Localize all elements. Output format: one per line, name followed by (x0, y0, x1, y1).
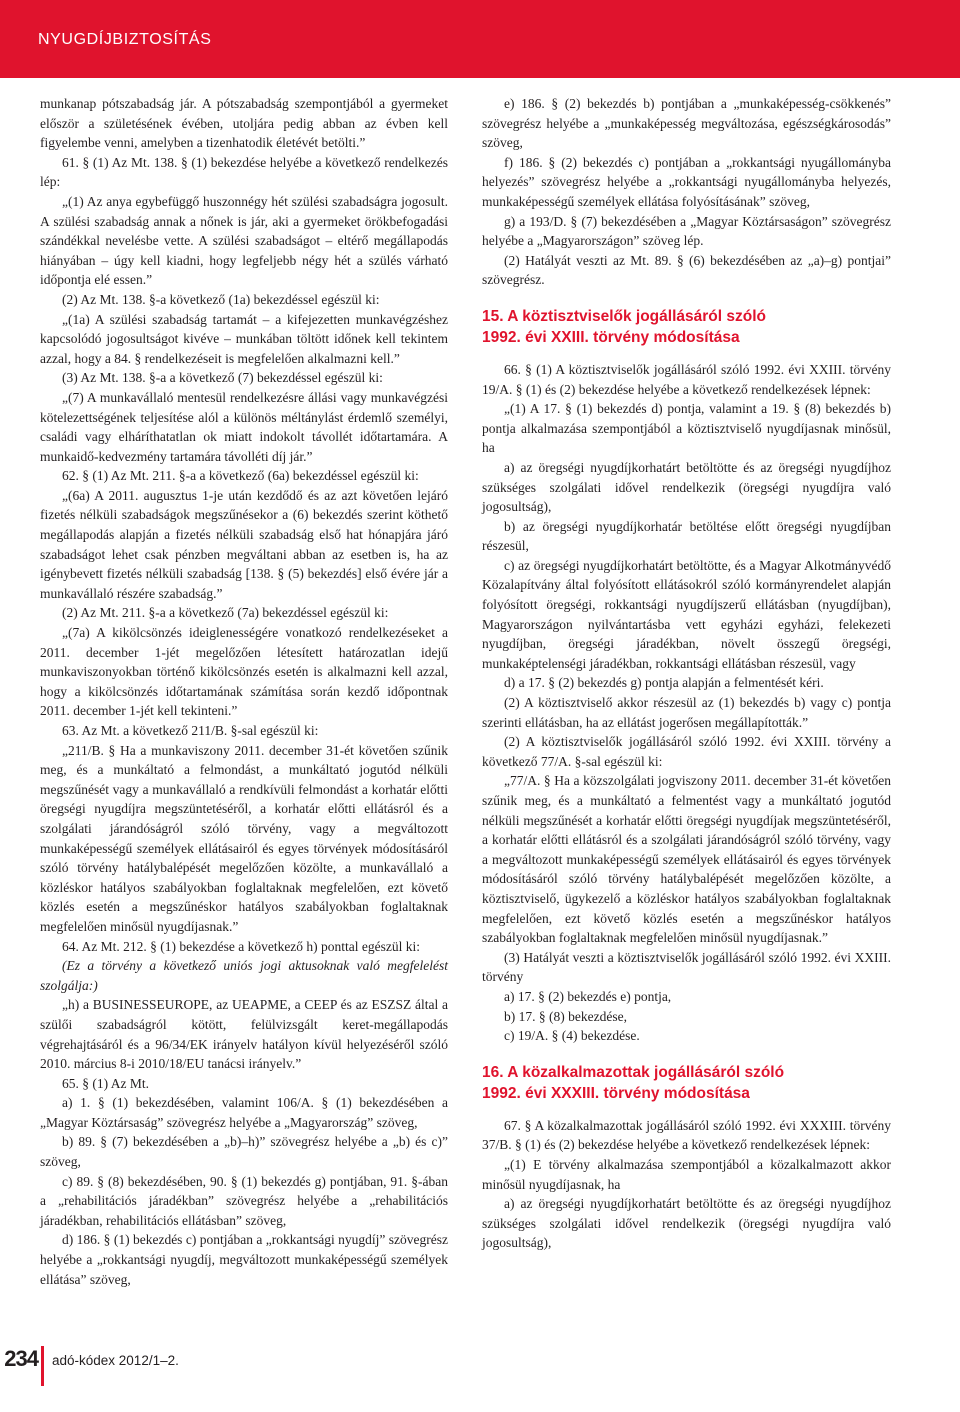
section-title-line: 15. A köztisztviselők jogállásáról szóló (482, 307, 766, 325)
paragraph: (2) Az Mt. 138. §-a következő (1a) bekezdéssel egészül ki: (62, 291, 380, 307)
paragraph: c) 19/A. § (4) bekezdése. (504, 1028, 640, 1044)
right-column (482, 94, 891, 1253)
paragraph: „(1) A 17. § (1) bekezdés d) pontja, valamint a 19. § (8) bekezdés b) pontja alkalmazása szempontjából a köztisztviselő nyugdíjasnak minősül, ha (482, 401, 891, 456)
footer-divider (41, 1346, 44, 1386)
paragraph: f) 186. § (2) bekezdés c) pontjában a „rokkantsági nyugállományba helyezés” szövegrész helyébe a „rokkantsági nyugállományba helyezés, munkaképességű személyek ellátása folyósításának” szöveg, (482, 154, 891, 209)
paragraph: c) 89. § (8) bekezdésében, 90. § (1) bekezdés g) pontjában, 91. §-ában a „rehabilitációs járadékban” szövegrész helyébe a „rehabilitációs járadékban, rehabilitációs ellátásban” szöveg, (40, 1173, 448, 1228)
section-title-line: 1992. évi XXIII. törvény módosítása (482, 328, 740, 346)
paragraph: (2) Az Mt. 211. §-a a következő (7a) bekezdéssel egészül ki: (62, 605, 389, 621)
paragraph: (2) A köztisztviselő akkor részesül az (1) bekezdés b) vagy c) pontja szerinti ellátásban, ha az ellátást jogerősen megállapították.” (482, 695, 891, 730)
header-title: NYUGDÍJBIZTOSÍTÁS (38, 31, 212, 48)
header-bar (0, 0, 960, 78)
paragraph: „211/B. § Ha a munkaviszony 2011. december 31-ét követően szűnik meg, és a munkáltató a felmondást, a munkáltató jogutód nélküli megszűnését vagy a munkavállaló a rendkívüli felmondást a korhatár előtti öregségi nyugdíjra megszüntetéséről, a korhatár előtti ellátásról és a szolgálati járandóságról szóló törvény, vagy a megváltozott munkaképességű személyek ellátásairól és egyes törvények módosításáról szóló törvény hatálybalépését megelőzően közölte, a munkavállaló a közléskor hatályos szabályokban foglaltaknak megfelelően, ezt követő közlés esetén a megszűnéskor hatályos szabályokban foglaltaknak megfelelően minősül nyugdíjasnak.” (40, 742, 448, 934)
footer-source: adó-kódex 2012/1–2. (52, 1353, 179, 1368)
left-column (40, 94, 448, 1289)
paragraph: 63. Az Mt. a következő 211/B. §-sal egészül ki: (62, 723, 319, 738)
paragraph: b) az öregségi nyugdíjkorhatár betöltése előtt öregségi nyugdíjban részesül, (482, 518, 891, 554)
paragraph: munkanap pótszabadság jár. A pótszabadság szempontjából a gyermeket először a születésének évében, utoljára pedig abban az évben kell figyelembe venni, amelyben a tizenhatodik életévét betölti.” (40, 96, 448, 151)
paragraph: 66. § (1) A köztisztviselők jogállásáról szóló 1992. évi XXIII. törvény 19/A. § (1) és (2) bekezdése helyébe a következő rendelkezések lépnek: (482, 361, 891, 397)
paragraph: „(1a) A szülési szabadság tartamát – a kifejezetten munkavégzéshez kapcsolódó jogosultságot kivéve – munkában töltött időnek kell tekintem azzal, hogy a 84. § rendelkezéseit is megfelelően alkalmazni kell.” (40, 311, 448, 366)
paragraph: d) 186. § (1) bekezdés c) pontjában a „rokkantsági nyugdíj” szövegrész helyébe a „rokkantsági nyugdíj, megváltozott munkaképességű személyek ellátása” szöveg, (40, 1232, 448, 1287)
paragraph: (3) Hatályát veszti a köztisztviselők jogállásáról szóló 1992. évi XXIII. törvény (482, 949, 891, 985)
paragraph: b) 17. § (8) bekezdése, (504, 1008, 627, 1024)
paragraph: (3) Az Mt. 138. §-a a következő (7) bekezdéssel egészül ki: (62, 370, 383, 386)
section-title (482, 1062, 891, 1104)
paragraph: 65. § (1) Az Mt. (62, 1075, 149, 1091)
paragraph: e) 186. § (2) bekezdés b) pontjában a „munkaképesség-csökkenés” szövegrész helyébe a „munkaképesség megváltozása, egészségkárosodás” szöveg, (482, 96, 891, 151)
paragraph: „(7) A munkavállaló mentesül rendelkezésre állási vagy munkavégzési kötelezettségének teljesítése alól a különös méltánylást érdemlő személyi, családi vagy elháríthatatlan ok miatt indokolt távollét időtartamára. A munkaidő-kedvezmény tartamára távolléti díj jár.” (40, 389, 448, 464)
paragraph: „(6a) A 2011. augusztus 1-je után kezdődő és az azt követően lejáró fizetés nélküli szabadságok megszűnésekor a (6) bekezdés szerint köthető megállapodás alapján a fizetés nélküli szabadság első hat hónapjára járó szabadságot lehet csak pénzben megváltani abban az esetben is, ha az igénybevett fizetés nélküli szabadság [138. § (5) bekezdés] első évére jár a munkavállaló részére szabadság.” (40, 487, 448, 601)
section-title-line: 16. A közalkalmazottak jogállásáról szóló (482, 1063, 785, 1081)
paragraph: „77/A. § Ha a közszolgálati jogviszony 2011. december 31-ét követően szűnik meg, és a munkáltató a felmentést vagy a munkáltató jogutód nélküli megszűnését a korhatár előtti öregségi nyugdíjak megszüntetéséről, a korhatár előtti ellátásról és a szolgálati járandóságról szóló törvény, vagy a megváltozott munkaképességű személyek ellátásairól és egyes törvények módosításáról szóló törvény hatálybalépését megelőzően közölte, a köztisztviselő, ügykezelő a közléskor hatályos szabályokban foglaltaknak megfelelően, ezt követő közlés esetén a megszűnéskor hatályos szabályokban foglaltaknak megfelelően minősül nyugdíjasnak.” (482, 773, 891, 946)
paragraph: (2) A köztisztviselők jogállásáról szóló 1992. évi XXIII. törvény a következő 77/A. §-sal egészül ki: (482, 734, 891, 769)
paragraph: „(1) E törvény alkalmazása szempontjából a közalkalmazott akkor minősül nyugdíjasnak, ha (482, 1156, 891, 1192)
paragraph: a) 17. § (2) bekezdés e) pontja, (504, 988, 672, 1004)
paragraph: „(1) Az anya egybefüggő huszonnégy hét szülési szabadságra jogosult. A szülési szabadság annak a nőnek is jár, aki a gyermeket örökbefogadási szándékkal nevelésbe vette. A szülési szabadságot – eltérő megállapodás hiányában – úgy kell kiadni, hogy legfeljebb négy hét a szülés várható időpontja elé essen.” (40, 193, 448, 288)
paragraph: 64. Az Mt. 212. § (1) bekezdése a következő h) ponttal egészül ki: (62, 938, 421, 954)
paragraph: „(7a) A kikölcsönzés ideiglenességére vonatkozó rendelkezéseket a 2011. december 1-jét megelőzően létesített határozatlan idejű munkaviszonyokban történő kikölcsönzés esetén is alkalmazni kell azzal, hogy a kikölcsönzés időtartamának számítása során kezdő időpontnak 2011. december 1-jét kell tekinteni.” (40, 625, 448, 719)
paragraph: b) 89. § (7) bekezdésében a „b)–h)” szövegrész helyébe a „b) és c)” szöveg, (40, 1134, 448, 1170)
section-title-line: 1992. évi XXXIII. törvény módosítása (482, 1084, 750, 1102)
paragraph: a) az öregségi nyugdíjkorhatárt betöltötte és az öregségi nyugdíjhoz szükséges szolgálati idővel rendelkezik (öregségi nyugdíjra való jogosultság), (482, 459, 891, 515)
paragraph: g) a 193/D. § (7) bekezdésében a „Magyar Köztársaságon” szövegrész helyébe a „Magyarországon” szöveg lép. (482, 213, 891, 249)
paragraph: a) az öregségi nyugdíjkorhatárt betöltötte és az öregségi nyugdíjhoz szükséges szolgálati idővel rendelkezik (öregségi nyugdíjra való jogosultság), (482, 1196, 891, 1251)
paragraph: d) a 17. § (2) bekezdés g) pontja alapján a felmentését kéri. (504, 675, 824, 691)
paragraph: (2) Hatályát veszti az Mt. 89. § (6) bekezdésében az „a)–g) pontjai” szövegrész. (482, 252, 891, 288)
paragraph: a) 1. § (1) bekezdésében, valamint 106/A. § (1) bekezdésében a „Magyar Köztársaság” szövegrész helyébe a „Magyarország” szöveg, (40, 1095, 448, 1130)
paragraph: „h) a BUSINESSEUROPE, az UEAPME, a CEEP és az ESZSZ által a szülői szabadságról kötött, felülvizsgált keret-megállapodás végrehajtásáról és a 96/34/EK irányelv hatályon kívül helyezéséről szóló 2010. március 8-i 2010/18/EU tanácsi irányelv.” (40, 997, 448, 1072)
page-number: 234 (4, 1346, 38, 1371)
paragraph: 67. § A közalkalmazottak jogállásáról szóló 1992. évi XXXIII. törvény 37/B. § (1) és (2) bekezdése helyébe a következő rendelkezések lépnek: (482, 1117, 891, 1153)
paragraph: (Ez a törvény a következő uniós jogi aktusoknak való megfelelést szolgálja:) (40, 958, 448, 993)
paragraph: c) az öregségi nyugdíjkorhatárt betöltötte, és a Magyar Alkotmányvédő Közalapítvány által folyósított ellátásokról szóló kormányrendelet alapján folyósított öregségi, rokkantsági nyugdíjszerű ellátásban (nyugdíjban), Magyarországon nyilvántartásba vett egyházi egyházi, felekezeti nyugdíjban, öregségi járadékban, növelt összegű öregségi, munkaképtelenségi járadékban, rokkantsági ellátásban részesül, vagy (482, 557, 891, 671)
section-title (482, 306, 891, 348)
paragraph: 62. § (1) Az Mt. 211. §-a a következő (6a) bekezdéssel egészül ki: (62, 468, 419, 484)
paragraph: 61. § (1) Az Mt. 138. § (1) bekezdése helyébe a következő rendelkezés lép: (40, 154, 448, 190)
